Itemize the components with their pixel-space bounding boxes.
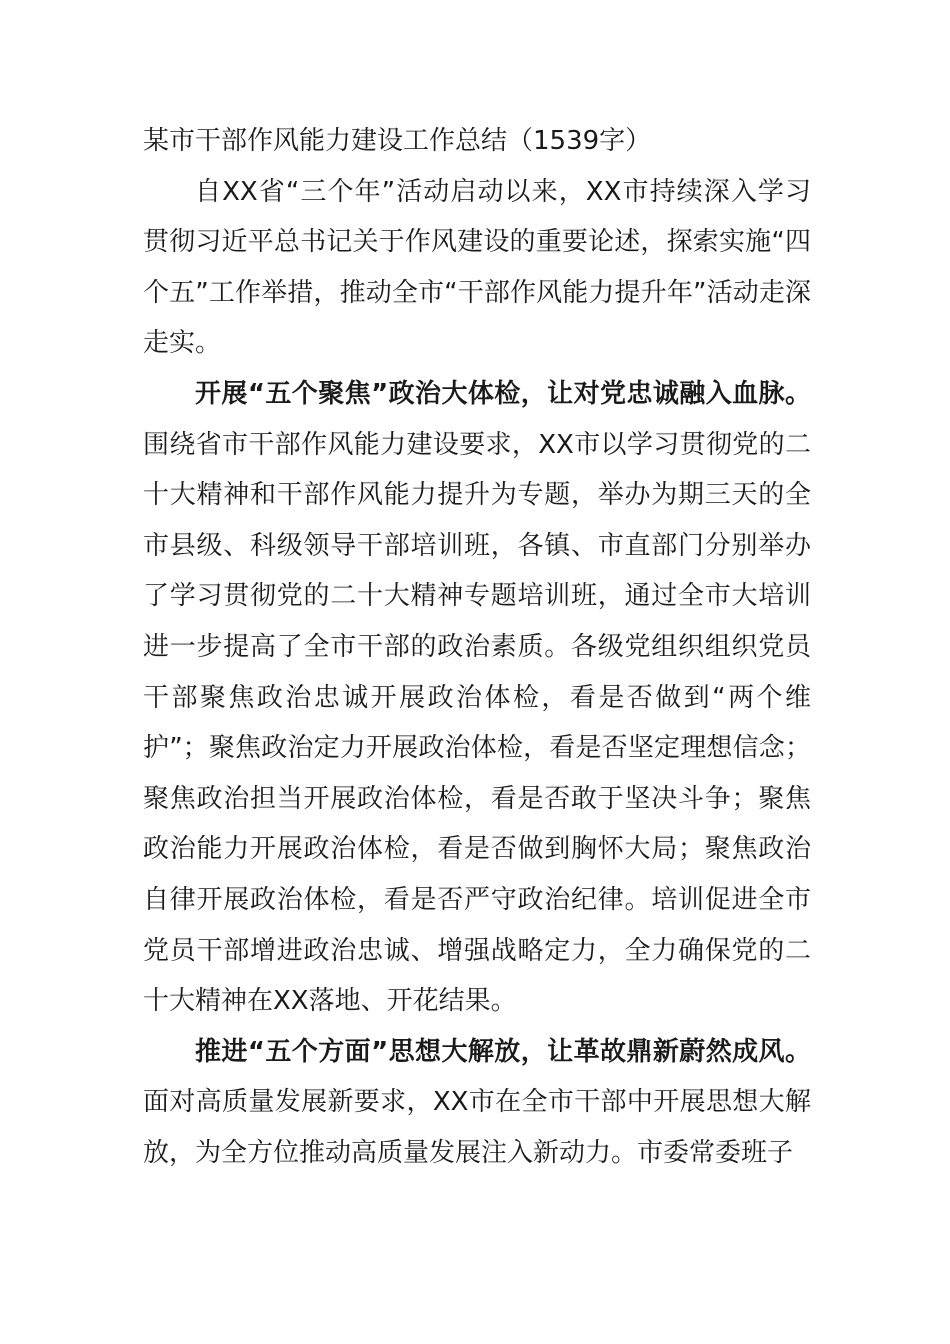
paragraph-political-checkup bbox=[143, 369, 811, 1027]
paragraph-mind-emancipation bbox=[143, 1027, 811, 1179]
paragraph-intro bbox=[143, 167, 811, 369]
paragraph-lead-heading: 开展“五个聚焦”政治大体检，让对党忠诚融入血脉。 bbox=[195, 378, 811, 409]
document-title: 某市干部作风能力建设工作总结（1539字） bbox=[143, 126, 652, 156]
paragraph-text: 围绕省市干部作风能力建设要求，XX市以学习贯彻党的二十大精神和干部作风能力提升为专题，举办为期三天的全市县级、科级领导干部培训班，各镇、市直部门分别举办了学习贯彻党的二十大精神专题培训班，通过全市大培训进一步提高了全市干部的政治素质。各级党组织组织党员干部聚焦政治忠诚开展政治体检，看是否做到“两个维护”；聚焦政治定力开展政治体检，看是否坚定理想信念；聚焦政治担当开展政治体检，看是否敢于坚决斗争；聚焦政治能力开展政治体检，看是否做到胸怀大局；聚焦政治自律开展政治体检，看是否严守政治纪律。培训促进全市党员干部增进政治忠诚、增强战略定力，全力确保党的二十大精神在XX落地、开花结果。 bbox=[143, 429, 811, 1017]
paragraph-lead-heading: 推进“五个方面”思想大解放，让革故鼎新蔚然成风。 bbox=[195, 1036, 811, 1067]
paragraph-text: 自XX省“三个年”活动启动以来，XX市持续深入学习贯彻习近平总书记关于作风建设的重要论述，探索实施“四个五”工作举措，推动全市“干部作风能力提升年”活动走深走实。 bbox=[143, 176, 811, 359]
paragraph-text: 面对高质量发展新要求，XX市在全市干部中开展思想大解放，为全方位推动高质量发展注入新动力。市委常委班子 bbox=[143, 1087, 811, 1168]
document-body bbox=[143, 116, 811, 1178]
